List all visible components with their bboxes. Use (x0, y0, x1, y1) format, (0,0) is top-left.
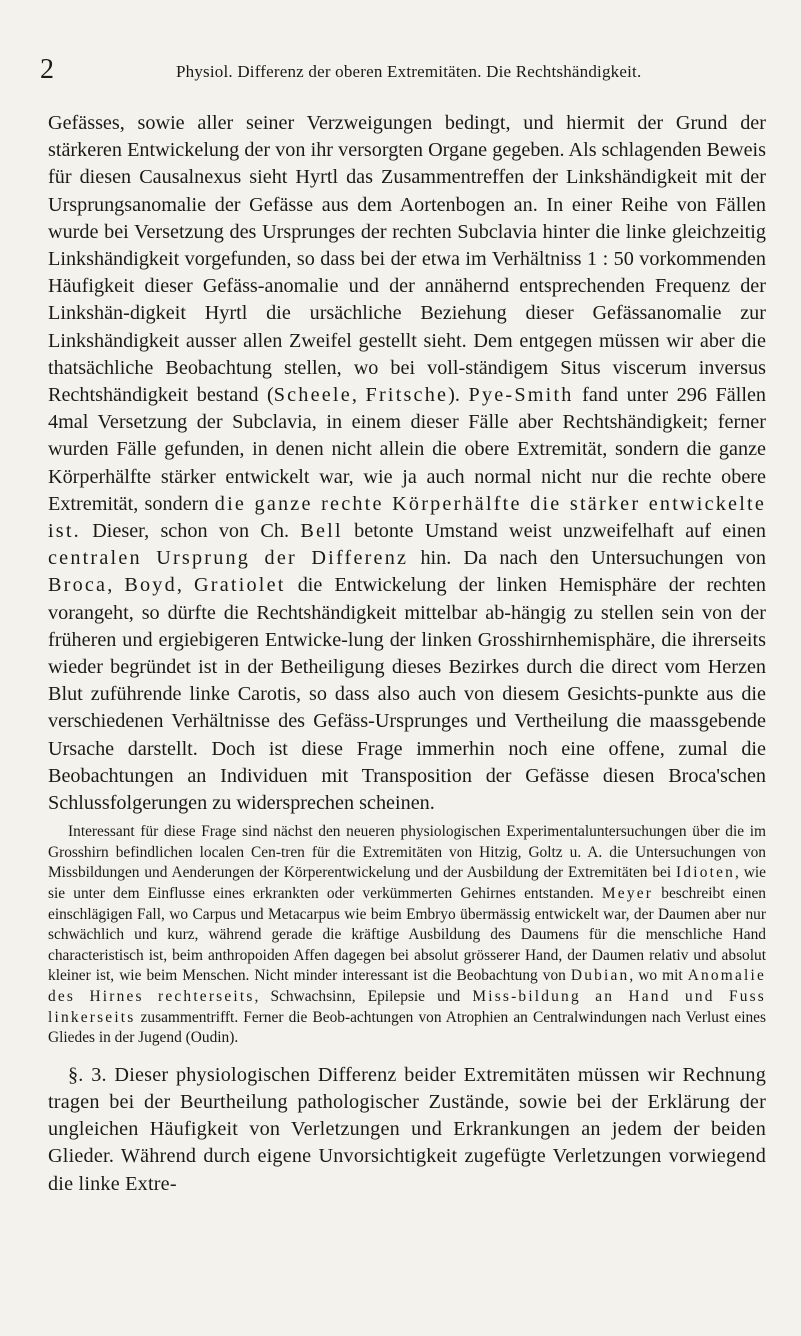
author-pye-smith: Pye-Smith (468, 384, 574, 407)
author-broca: Broca (48, 574, 108, 597)
term-idioten: Idioten (676, 864, 736, 882)
author-scheele: Scheele (273, 384, 352, 407)
author-meyer: Meyer (601, 885, 654, 903)
emphasis-missbildung: Miss-bildung an Hand und Fuss linkerseits (48, 988, 767, 1026)
body-text (48, 110, 766, 1198)
author-bell: Bell (300, 520, 343, 543)
page-number: 2 (40, 54, 54, 85)
author-boyd: Boyd (124, 574, 177, 597)
author-gratiolet: Gratiolet (194, 574, 286, 597)
author-fritsche: Fritsche (365, 384, 449, 407)
emphasis-rechte-koerperhaelfte: die ganze rechte Körperhälfte die stärker entwickelte ist. (48, 492, 766, 543)
section-3-paragraph: §. 3. Dieser physiologischen Differenz beider Extremitäten müssen wir Rechnung tragen bei der Beurtheilung pathologischer Zustände, sowie bei der Erklärung der ungleichen Häufigkeit von Verletzungen und Erkrankungen an jedem der beiden Glieder. Während durch eigene Unvorsichtigkeit zugefügte Verletzungen vorwiegend die linke Extre- (48, 1063, 766, 1195)
paragraph-main: Gefässes, sowie aller seiner Verzweigungen bedingt, und hiermit der Grund der stärkeren Entwickelung der von ihr versorgten Organe gegeben. Als schlagenden Beweis für diesen Causalnexus sieht Hyrtl das Zusammentreffen der Linkshändigkeit mit der Ursprungsanomalie der Gefässe aus dem Aortenbogen an. In einer Reihe von Fällen wurde bei Versetzung des Ursprunges der rechten Subclavia hinter die linke gleichzeitig Linkshändigkeit vorgefunden, so dass bei der etwa im Verhältniss 1 : 50 vorkommenden Häufigkeit dieser Gefäss-anomalie und der annähernd entsprechenden Frequenz der Linkshän-digkeit Hyrtl die ursächliche Beziehung dieser Gefässanomalie zur Linkshändigkeit ausser allen Zweifel gestellt sieht. Dem entgegen müssen wir aber die thatsächliche Beobachtung stellen, wo bei voll-ständigem Situs viscerum inversus Rechtshändigkeit bestand (Scheele, Fritsche). Pye-Smith fand unter 296 Fällen 4mal Versetzung der Subclavia, in einem dieser Fälle aber Rechtshändigkeit; ferner wurden Fälle gefunden, in denen nicht allein die obere Extremität, sondern die ganze Körperhälfte stärker entwickelt war, wie ja auch normal nicht nur die rechte obere Extremität, sondern die ganze rechte Körperhälfte die stärker entwickelte ist. Dieser, schon von Ch. Bell betonte Umstand weist unzweifelhaft auf einen centralen Ursprung der Differenz hin. Da nach den Untersuchungen von Broca, Boyd, Gratiolet die Entwickelung der linken Hemisphäre der rechten vorangeht, so dürfte die Rechtshändigkeit mittelbar ab-hängig zu stellen sein von der früheren und ergiebigeren Entwicke-lung der linken Grosshirnhemisphäre, die ihrerseits wieder begründet ist in der Betheiligung dieses Bezirkes durch die direct vom Herzen Blut zuführende linke Carotis, so dass also auch von diesem Gesichts-punkte aus die verschiedenen Verhältnisse des Gefäss-Ursprunges und Vertheilung die maassgebende Ursache darstellt. Doch ist diese Frage immerhin noch eine offene, zumal die Beobachtungen an Individuen mit Transposition der Gefässe diesen Broca'schen Schlussfolgerungen zu widersprechen scheinen. (48, 112, 766, 815)
small-print-note: Interessant für diese Frage sind nächst den neueren physiologischen Experimentaluntersuchungen über die im Grosshirn befindlichen localen Cen-tren für die Extremitäten von Hitzig, Goltz u. A. die Untersuchungen von Missbildungen und Aenderungen der Körperentwickelung und der Ausbildung der Extremitäten bei Idioten, wie sie unter dem Einflusse eines erkrankten oder verkümmerten Gehirnes entstanden. Meyer beschreibt einen einschlägigen Fall, wo Carpus und Metacarpus wie beim Embryo übermässig entwickelt war, der Daumen aber nur schwächlich und kurz, während gerade die kräftige Ausbildung des Daumens für die menschliche Hand characteristisch ist, beim anthropoiden Affen dagegen bei absolut grösserer Hand, der Daumen relativ und absolut kleiner ist, wie beim Menschen. Nicht minder interessant ist die Beobachtung von Dubian, wo mit Anomalie des Hirnes rechterseits, Schwachsinn, Epilepsie und Miss-bildung an Hand und Fuss linkerseits zusammentrifft. Ferner die Beob-achtungen von Atrophien an Centralwindungen nach Verlust eines Gliedes in der Jugend (Oudin). (48, 823, 767, 1047)
emphasis-centraler-ursprung: centralen Ursprung der Differenz (48, 547, 409, 570)
author-dubian: Dubian (570, 967, 630, 985)
emphasis-anomalie-hirn: Anomalie des Hirnes rechterseits (48, 967, 766, 1006)
running-title: Physiol. Differenz der oberen Extremitäten. Die Rechtshändigkeit. (176, 62, 642, 81)
page-header (40, 54, 760, 92)
